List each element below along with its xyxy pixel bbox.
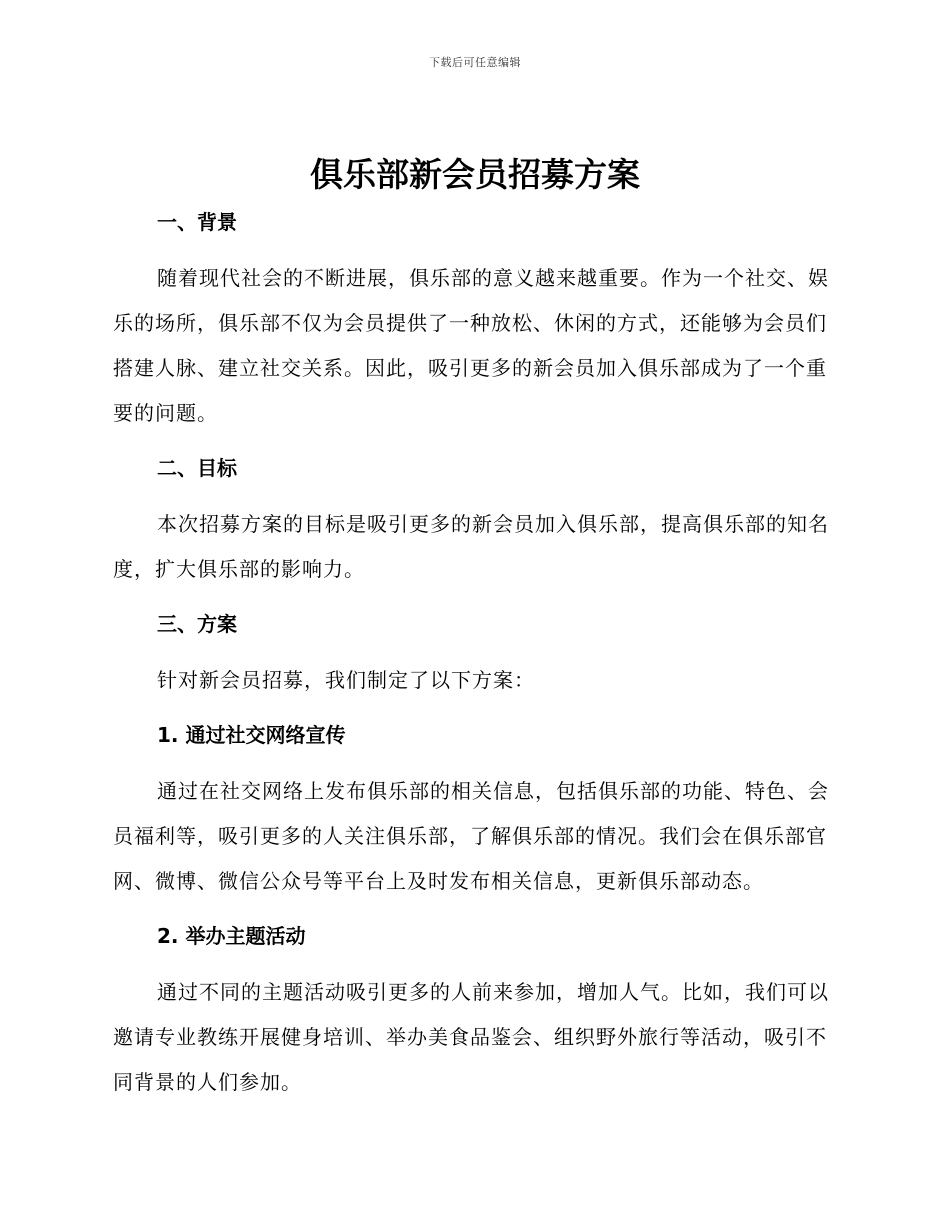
section-heading-goal: 二、目标 <box>157 456 237 480</box>
subsection-paragraph-social-media: 通过在社交网络上发布俱乐部的相关信息，包括俱乐部的功能、特色、会员福利等，吸引更多的人关注俱乐部，了解俱乐部的情况。我们会在俱乐部官网、微博、微信公众号等平台上及时发布相关信息，更新俱乐部动态。 <box>113 779 829 893</box>
section-paragraph-background: 随着现代社会的不断进展，俱乐部的意义越来越重要。作为一个社交、娱乐的场所，俱乐部不仅为会员提供了一种放松、休闲的方式，还能够为会员们搭建人脉、建立社交关系。因此，吸引更多的新会员加入俱乐部成为了一个重要的问题。 <box>113 266 829 425</box>
subsection-heading-social-media: 1. 通过社交网络宣传 <box>157 723 346 747</box>
document-body <box>113 200 838 1105</box>
section-heading-plan: 三、方案 <box>157 612 237 636</box>
section-heading-background: 一、背景 <box>157 210 237 234</box>
section-paragraph-goal: 本次招募方案的目标是吸引更多的新会员加入俱乐部，提高俱乐部的知名度，扩大俱乐部的影响力。 <box>113 512 829 581</box>
document-title: 俱乐部新会员招募方案 <box>310 155 640 194</box>
subsection-heading-themed-events: 2. 举办主题活动 <box>157 924 306 948</box>
section-paragraph-plan: 针对新会员招募，我们制定了以下方案： <box>157 668 535 692</box>
page-header-note: 下载后可任意编辑 <box>429 56 521 69</box>
subsection-paragraph-themed-events: 通过不同的主题活动吸引更多的人前来参加，增加人气。比如，我们可以邀请专业教练开展健身培训、举办美食品鉴会、组织野外旅行等活动，吸引不同背景的人们参加。 <box>113 980 829 1094</box>
